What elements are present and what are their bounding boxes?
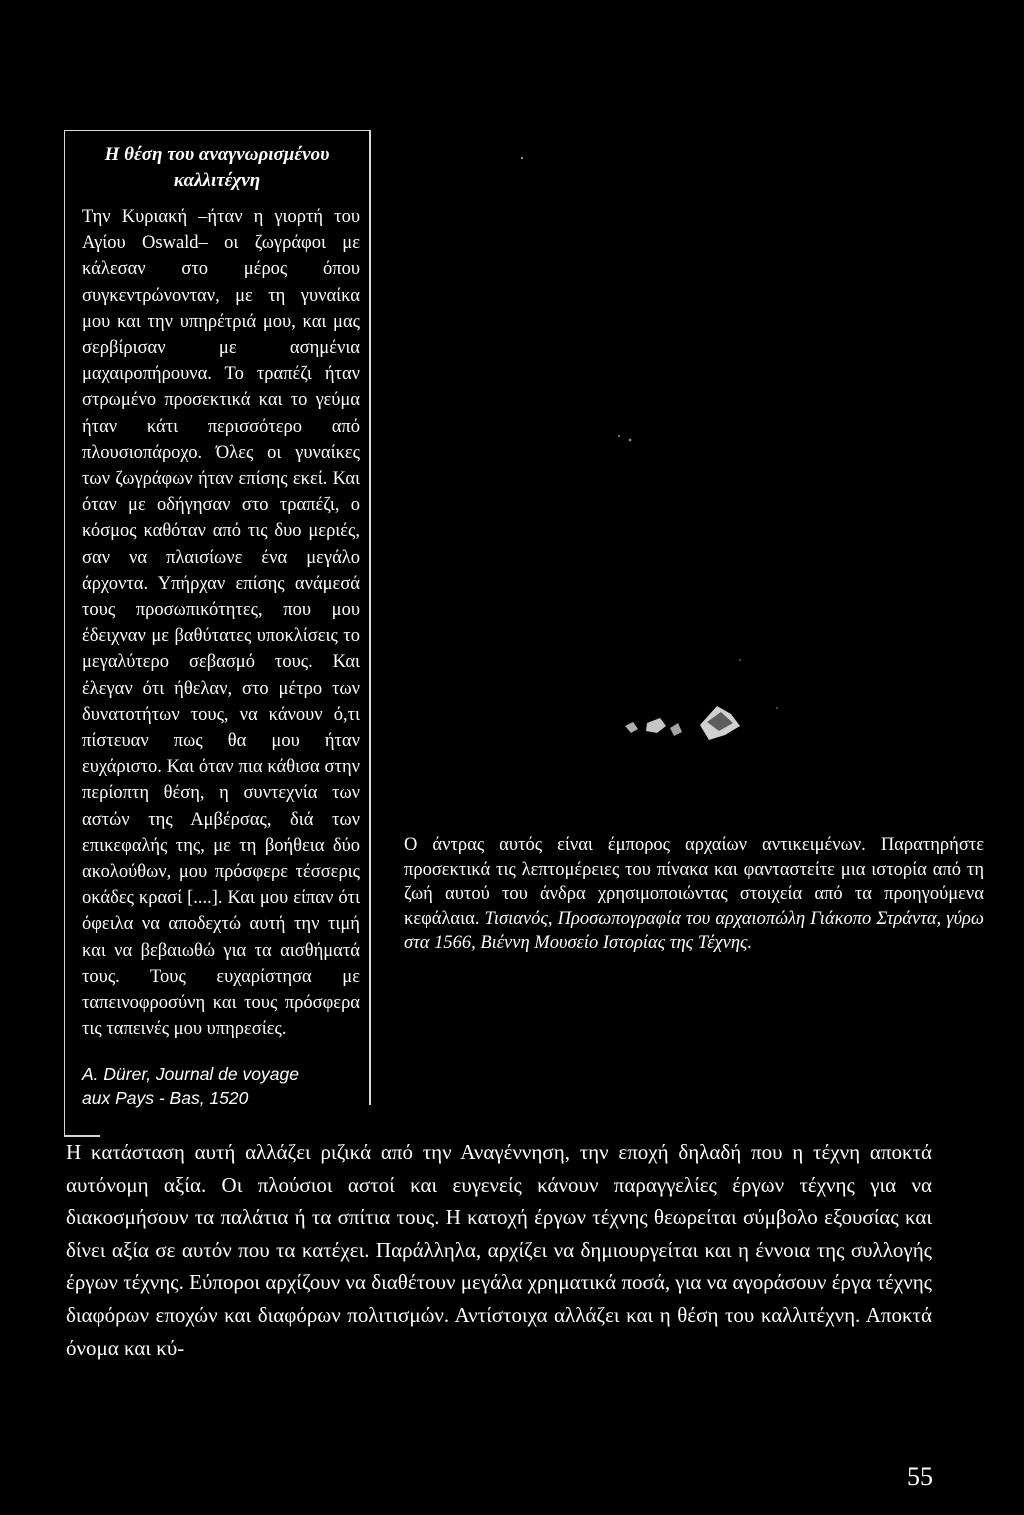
main-text [66,1136,932,1364]
sidebar-source [82,1062,362,1110]
sidebar-title-line-2: καλλιτέχνη [173,170,261,191]
sidebar-quote-text: Την Κυριακή –ήταν η γιορτή του Αγίου Oswald– οι ζωγράφοι με κάλεσαν στο μέρος όπου συγκεντρώνονταν, με τη γυναίκα μου και την υπηρέτριά μου, και μας σερβίρισαν με ασημένια μαχαιροπήρουνα. Το τραπέζι ήταν στρωμένο προσεκτικά και το γεύμα ήταν κάτι περισσότερο από πλουσιοπάροχο. Όλες οι γυναίκες των ζωγράφων ήταν επίσης εκεί. Και όταν με οδήγησαν στο τραπέζι, ο κόσμος καθόταν από τις δυο μεριές, σαν να πλαισίωνε ένα μεγάλο άρχοντα. Υπήρχαν επίσης ανάμεσά τους προσωπικότητες, που μου έδειχναν με βαθύτατες υποκλίσεις το μεγαλύτερο σεβασμό τους. Και έλεγαν ότι ήθελαν, στο μέτρο των δυνατοτήτων τους, να κάνουν ό,τι πίστευαν πως θα μου ήταν ευχάριστο. Και όταν πια κάθισα στην περίοπτη θέση, η συντεχνία των αστών της Αμβέρσας, διά των επικεφαλής της, με τη βοήθεια δύο ακολούθων, μου πρόσφερε τέσσερις οκάδες κρασί [....]. Και μου είπαν ότι όφειλα να αποδεχτώ αυτή την τιμή και να βεβαιωθώ για τα αισθήματά τους. Τους ευχαρίστησα με ταπεινοφροσύνη και τους πρόσφερα τις ταπεινές μου υπηρεσίες. [82,207,360,1040]
sidebar-source-line-2: aux Pays - Bas, 1520 [82,1088,249,1108]
caption-credit: Τισιανός, Προσωπογραφία του αρχαιοπώλη Γιάκοπο Στράντα, γύρω στα 1566, Βιέννη Μουσείο Ιστορίας της Τέχνης. [404,908,984,954]
sidebar-title-line-1: Η θέση του αναγνωρισμένου [104,144,330,165]
caption-paragraph [404,833,984,956]
sidebar-frame-right-edge [369,130,371,1105]
sidebar-quote [82,204,360,1043]
painting-caption [404,833,984,956]
caption-text: Ο άντρας αυτός είναι έμπορος αρχαίων αντικειμένων. Παρατηρήστε προσεκτικά τις λεπτομέρειες του πίνακα και φανταστείτε μια ιστορία από τη ζωή αυτού του άνδρα χρησιμοποιώντας στοιχεία από τα προηγούμενα κεφάλαια. [404,835,984,929]
painting-highlights [395,140,995,820]
painting-image [395,140,995,820]
main-paragraph: Η κατάσταση αυτή αλλάζει ριζικά από την Αναγέννηση, την εποχή δηλαδή που η τέχνη αποκτά αυτόνομη αξία. Οι πλούσιοι αστοί και ευγενείς κάνουν παραγγελίες έργων τέχνης για να διακοσμήσουν τα παλάτια ή τα σπίτια τους. Η κατοχή έργων τέχνης θεωρείται σύμβολο εξουσίας και δίνει αξία σε αυτόν που τα κατέχει. Παράλληλα, αρχίζει να δημιουργείται και η έννοια της συλλογής έργων τέχνης. Εύποροι αρχίζουν να διαθέτουν μεγάλα χρηματικά ποσά, για να αγοράσουν έργα τέχνης διαφόρων εποχών και διαφόρων πολιτισμών. Αντίστοιχα αλλάζει και η θέση του καλλιτέχνη. Αποκτά όνομα και κύ- [66,1140,932,1360]
sidebar-source-line-1: A. Dürer, Journal de voyage [82,1064,299,1084]
sidebar-title [64,142,370,194]
page-number: 55 [907,1462,933,1491]
